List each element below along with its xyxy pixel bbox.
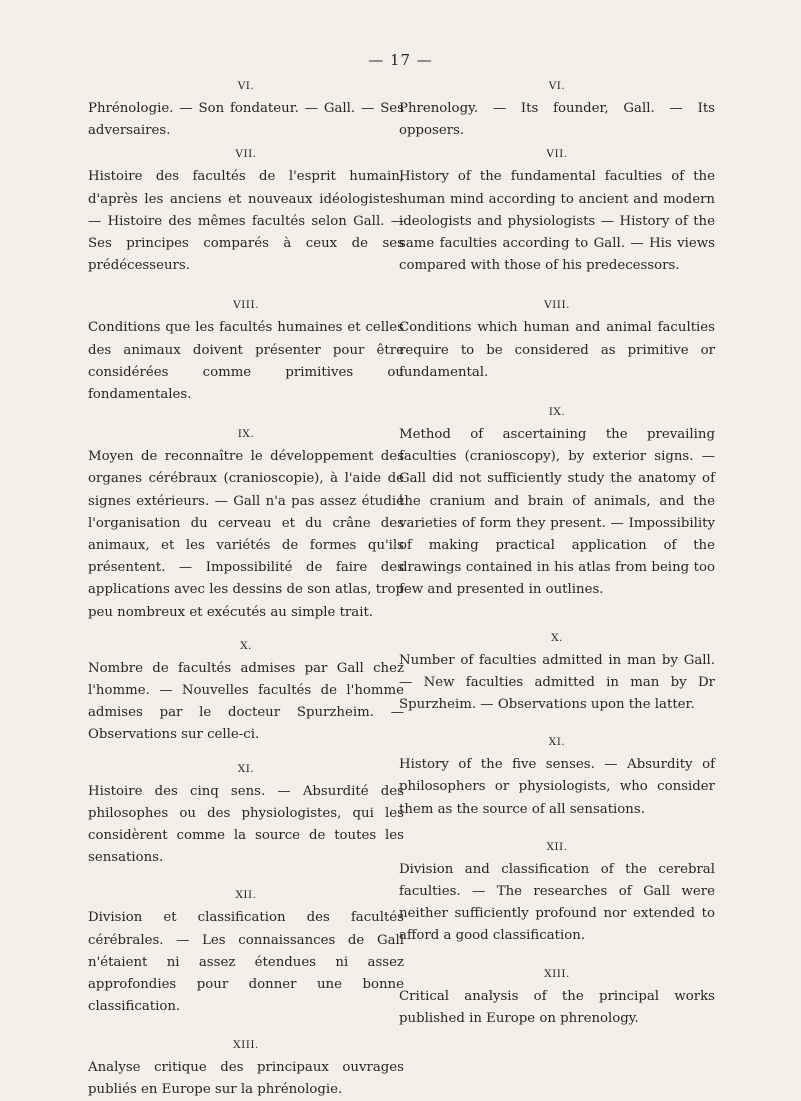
section-numeral: XII.	[235, 889, 257, 902]
section-text: Division et classification des facultés cérébrales. — Les connaissances de Gall n'étaient ni assez étendues ni assez approfondies pour donner une bonne classification.	[88, 910, 404, 1015]
section-text: Phrénologie. — Son fondateur. — Gall. — Ses adversaires.	[88, 101, 404, 139]
section-numeral: VI.	[548, 80, 566, 92]
section-numeral: VI.	[237, 80, 255, 92]
section-numeral: XII.	[546, 840, 568, 853]
section-text: Conditions que les facultés humaines et celles des animaux doivent présenter pour être considérées comme primitives ou fondamentales.	[88, 320, 404, 403]
section-numeral: X.	[551, 631, 563, 644]
section-numeral: VIII.	[233, 299, 259, 312]
section-numeral: VIII.	[544, 299, 570, 312]
fr-section-xiii	[88, 1037, 404, 1101]
french-column	[88, 78, 404, 1101]
en-section-vii	[399, 146, 715, 277]
en-section-x	[399, 630, 715, 717]
en-section-vi	[399, 78, 715, 142]
section-text: Analyse critique des principaux ouvrages publiés en Europe sur la phrénologie.	[88, 1059, 404, 1097]
section-numeral: VII.	[546, 148, 568, 161]
en-section-viii	[399, 297, 715, 384]
section-numeral: X.	[240, 639, 252, 652]
section-numeral: XI.	[548, 736, 566, 749]
section-text: History of the five senses. — Absurdity of philosophers or physiologists, who consider them as the source of all sensations.	[399, 757, 715, 817]
section-text: Critical analysis of the principal works published in Europe on phrenology.	[399, 988, 715, 1026]
section-numeral: IX.	[548, 406, 566, 419]
section-text: Phrenology. — Its founder, Gall. — Its opposers.	[399, 101, 715, 139]
section-numeral: IX.	[237, 428, 255, 441]
fr-section-vi	[88, 78, 404, 142]
section-text: Histoire des facultés de l'esprit humain, d'après les anciens et nouveaux idéologistes. — Histoire des mêmes facultés selon Gall. — Ses principes comparés à ceux de ses prédécesseurs.	[88, 169, 404, 274]
fr-section-viii	[88, 297, 404, 406]
section-numeral: XIII.	[233, 1038, 259, 1051]
section-text: Number of faculties admitted in man by Gall. — New faculties admitted in man by Dr Spurzheim. — Observations upon the latter.	[399, 652, 715, 713]
section-text: Moyen de reconnaître le développement des organes cérébraux (cranioscopie), à l'aide de signes extérieurs. — Gall n'a pas assez étudié l'organisation du cerveau et du crâne des animaux, et les variétés de formes qu'ils présentent. — Impossibilité de faire des applications avec les dessins de son atlas, trop peu nombreux et exécutés au simple trait.	[88, 449, 404, 620]
english-column	[399, 78, 715, 1030]
section-numeral: VII.	[235, 148, 257, 161]
en-section-xii	[399, 839, 715, 948]
section-text: History of the fundamental faculties of the human mind according to ancient and modern ideologists and physiologists — History of the same faculties according to Gall. — His views compared with those of his predecessors.	[399, 169, 715, 274]
en-section-xi	[399, 734, 715, 821]
section-numeral: XIII.	[544, 967, 570, 980]
fr-section-x	[88, 638, 404, 747]
section-text: Division and classification of the cerebral faculties. — The researches of Gall were neither sufficiently profound nor extended to afford a good classification.	[399, 861, 715, 944]
section-numeral: XI.	[237, 762, 255, 775]
fr-section-xi	[88, 761, 404, 870]
en-section-ix	[399, 404, 715, 602]
section-text: Nombre de facultés admises par Gall chez l'homme. — Nouvelles facultés de l'homme admises par le docteur Spurzheim. — Observations sur celle-ci.	[88, 660, 404, 743]
page-number: — 17 —	[368, 51, 433, 69]
section-text: Conditions which human and animal faculties require to be considered as primitive or fundamental.	[399, 320, 715, 380]
fr-section-vii	[88, 146, 404, 277]
section-text: Histoire des cinq sens. — Absurdité des philosophes ou des physiologistes, qui les considèrent comme la source de toutes les sensations.	[88, 783, 404, 866]
section-text: Method of ascertaining the prevailing faculties (cranioscopy), by exterior signs. — Gall did not sufficiently study the anatomy of the cranium and brain of animals, and the varieties of form they present. — Impossibility of making practical application of the drawings contained in his atlas from being too few and presented in outlines.	[399, 427, 715, 598]
fr-section-xii	[88, 887, 404, 1018]
en-section-xiii	[399, 966, 715, 1030]
fr-section-ix	[88, 426, 404, 624]
